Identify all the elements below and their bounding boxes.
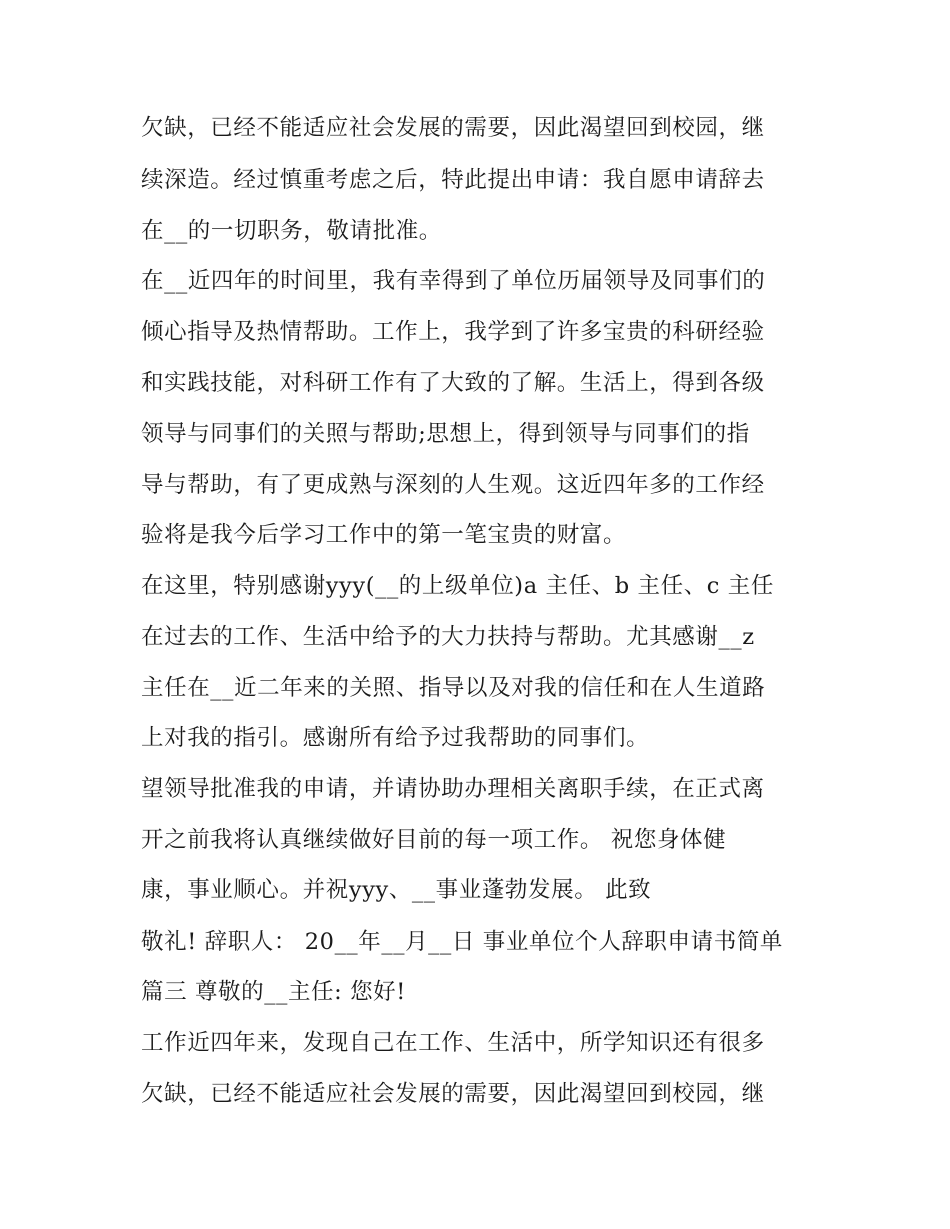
text-line: 工作近四年来，发现自己在工作、生活中，所学知识还有很多 bbox=[141, 1030, 765, 1056]
text-line: 欠缺，已经不能适应社会发展的需要，因此渴望回到校园，继 bbox=[141, 115, 765, 141]
text-line: 开之前我将认真继续做好目前的每一项工作。 祝您身体健 bbox=[141, 827, 727, 853]
text-line: 欠缺，已经不能适应社会发展的需要，因此渴望回到校园，继 bbox=[141, 1081, 765, 1107]
text-line: 在__的一切职务，敬请批准。 bbox=[141, 218, 442, 244]
text-line: 主任在__近二年来的关照、指导以及对我的信任和在人生道路 bbox=[141, 675, 766, 701]
text-line: 康，事业顺心。并祝yyy、__事业蓬勃发展。 此致 bbox=[141, 877, 652, 903]
text-line: 验将是我今后学习工作中的第一笔宝贵的财富。 bbox=[141, 522, 627, 548]
text-line: 续深造。经过慎重考虑之后，特此提出申请：我自愿申请辞去 bbox=[141, 167, 765, 193]
text-line: 和实践技能，对科研工作有了大致的了解。生活上，得到各级 bbox=[141, 370, 765, 396]
text-line: 领导与同事们的关照与帮助;思想上，得到领导与同事们的指 bbox=[141, 421, 750, 447]
text-line: 篇三 尊敬的__主任: 您好! bbox=[141, 979, 406, 1005]
text-line: 敬礼! 辞职人： 20__年__月__日 事业单位个人辞职申请书简单 bbox=[141, 929, 784, 955]
text-line: 上对我的指引。感谢所有给予过我帮助的同事们。 bbox=[141, 725, 650, 751]
text-line: 在过去的工作、生活中给予的大力扶持与帮助。尤其感谢__z bbox=[141, 624, 755, 650]
text-line: 在__近四年的时间里，我有幸得到了单位历届领导及同事们的 bbox=[141, 268, 766, 294]
text-line: 倾心指导及热情帮助。工作上，我学到了许多宝贵的科研经验 bbox=[141, 319, 765, 345]
text-line: 望领导批准我的申请，并请协助办理相关离职手续，在正式离 bbox=[141, 776, 765, 802]
text-line: 在这里，特别感谢yyy(__的上级单位)a 主任、b 主任、c 主任 bbox=[141, 573, 774, 599]
text-line: 导与帮助，有了更成熟与深刻的人生观。这近四年多的工作经 bbox=[141, 472, 765, 498]
